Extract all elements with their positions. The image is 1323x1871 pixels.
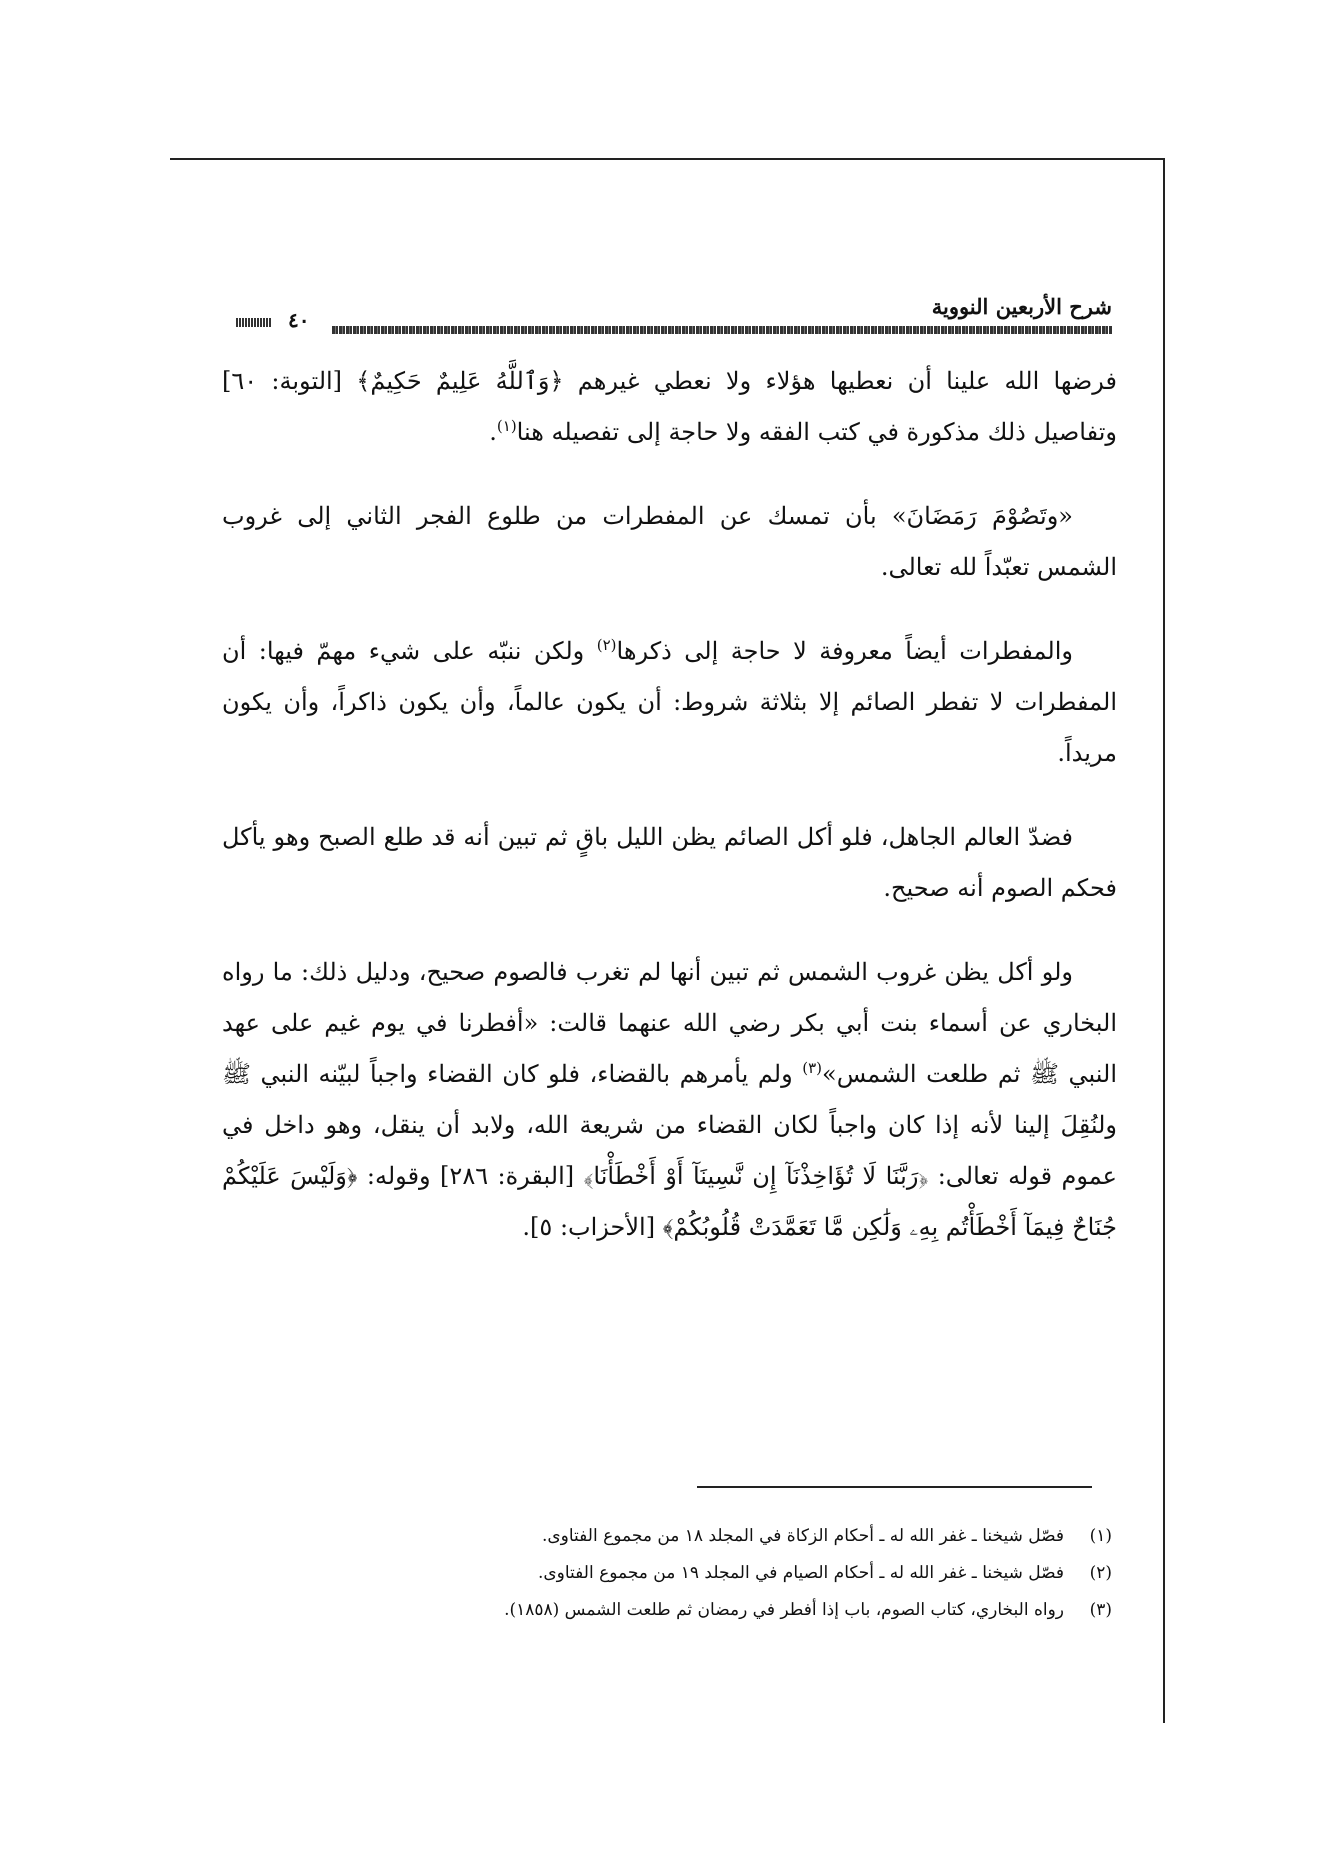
paragraph-text: فرضها الله علينا أن نعطيها هؤلاء ولا نعطي غيرهم ﴿وَٱللَّهُ عَلِيمٌ حَكِيمٌ﴾ [التوبة: ٦٠] وتفاصيل ذلك مذكورة في كتب الفقه ولا حاجة إلى تفصيله هنا: [222, 367, 1117, 446]
footnote-number: (١): [1089, 1526, 1112, 1546]
page-frame-top-rule: [170, 158, 1165, 160]
footnote-separator: [697, 1486, 1092, 1488]
footnote-text: رواه البخاري، كتاب الصوم، باب إذا أفطر في رمضان ثم طلعت الشمس (١٨٥٨).: [504, 1600, 1064, 1620]
paragraph-text: والمفطرات أيضاً معروفة لا حاجة إلى ذكرها: [616, 637, 1073, 665]
footnotes: [240, 1518, 1112, 1629]
paragraph-text: ولو أكل يظن غروب الشمس ثم تبين أنها لم تغرب فالصوم صحيح، ودليل ذلك: ما رواه البخاري عن أسماء بنت أبي بكر رضي الله عنهما قالت: «أفطرنا في يوم غيم على عهد النبي ﷺ ثم طلعت الشمس»: [222, 958, 1117, 1088]
footnote-number: (٣): [1089, 1600, 1112, 1620]
page-frame-right-rule: [1163, 158, 1165, 1723]
paragraph-4: [222, 812, 1117, 914]
footnote-ref-1: (١): [496, 417, 517, 435]
footnote-text: فصّل شيخنا ـ غفر الله له ـ أحكام الصيام في المجلد ١٩ من مجموع الفتاوى.: [537, 1563, 1064, 1583]
paragraph-1: [222, 356, 1117, 458]
paragraph-tail: ولكن ننبّه على شيء مهمّ فيها: أن المفطرات لا تفطر الصائم إلا بثلاثة شروط: أن يكون عالماً، وأن يكون ذاكراً، وأن يكون مريداً.: [222, 637, 1117, 767]
footnote-ref-3: (٣): [802, 1059, 823, 1077]
footnote-number: (٢): [1089, 1563, 1112, 1583]
footnote-item: [240, 1518, 1112, 1555]
footnote-item: [240, 1592, 1112, 1629]
paragraph-tail: .: [489, 418, 497, 446]
main-text: [222, 356, 1117, 1253]
header-ornament: [236, 318, 272, 327]
paragraph-2: [222, 491, 1117, 593]
footnote-item: [240, 1555, 1112, 1592]
paragraph-text: فضدّ العالم الجاهل، فلو أكل الصائم يظن الليل باقٍ ثم تبين أنه قد طلع الصبح وهو يأكل فحكم الصوم أنه صحيح.: [222, 823, 1117, 902]
running-header: [236, 294, 1112, 354]
paragraph-tail: ولم يأمرهم بالقضاء، فلو كان القضاء واجباً لبيّنه النبي ﷺ ولنُقِلَ إلينا لأنه إذا كان واجباً لكان القضاء من شريعة الله، ولابد أن ينقل، وهو داخل في عموم قوله تعالى: ﴿رَبَّنَا لَا تُؤَاخِذْنَآ إِن نَّسِينَآ أَوْ أَخْطَأْنَا﴾ [البقرة: ٢٨٦] وقوله: ﴿وَلَيْسَ عَلَيْكُمْ جُنَاحٌ فِيمَآ أَخْطَأْتُم بِهِۦ وَلَٰكِن مَّا تَعَمَّدَتْ قُلُوبُكُمْ﴾ [الأحزاب: ٥].: [222, 1060, 1118, 1241]
paragraph-text: «وتَصُوْمَ رَمَضَانَ» بأن تمسك عن المفطرات من طلوع الفجر الثاني إلى غروب الشمس تعبّداً لله تعالى.: [222, 502, 1117, 581]
paragraph-5: [222, 947, 1117, 1253]
header-rule: [332, 326, 1112, 334]
footnote-text: فصّل شيخنا ـ غفر الله له ـ أحكام الزكاة في المجلد ١٨ من مجموع الفتاوى.: [541, 1526, 1064, 1546]
footnote-ref-2: (٢): [596, 636, 617, 654]
running-header-title: شرح الأربعين النووية: [931, 294, 1112, 319]
page-number: ٤٠: [288, 308, 310, 332]
paragraph-3: [222, 626, 1117, 779]
